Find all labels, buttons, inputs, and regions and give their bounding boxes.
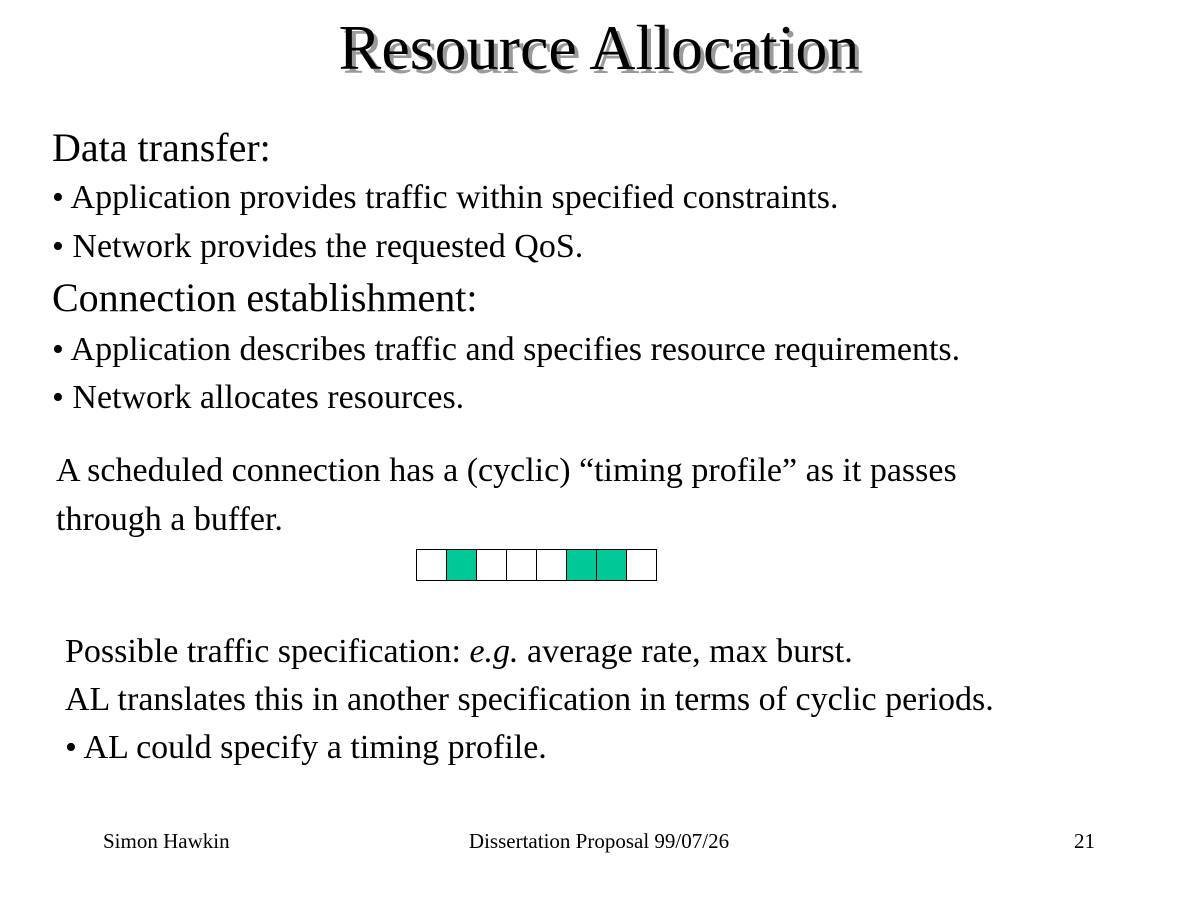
slide-title: Resource Allocation <box>338 12 860 83</box>
footer-center: Dissertation Proposal 99/07/26 <box>468 829 730 853</box>
bullet-application-describes: • Application describes traffic and specifies resource requirements. <box>52 331 961 368</box>
timing-slot-empty <box>627 550 656 580</box>
bullet-network-allocates: • Network allocates resources. <box>52 379 465 416</box>
bullet-application-provides: • Application provides traffic within specified constraints. <box>52 179 839 216</box>
timing-slot-filled <box>567 550 597 580</box>
traffic-spec-prefix: Possible traffic specification: <box>65 633 470 670</box>
timing-profile-text-line1: A scheduled connection has a (cyclic) “timing profile” as it passes <box>56 452 957 489</box>
traffic-spec-bullet: • AL could specify a timing profile. <box>65 729 547 766</box>
traffic-spec-line2: AL translates this in another specification in terms of cyclic periods. <box>65 681 994 718</box>
timing-slot-filled <box>597 550 627 580</box>
bullet-network-provides: • Network provides the requested QoS. <box>52 228 584 265</box>
heading-connection-establishment: Connection establishment: <box>52 275 478 320</box>
timing-slot-filled <box>447 550 477 580</box>
timing-profile-diagram <box>416 549 657 581</box>
heading-data-transfer: Data transfer: <box>52 125 271 170</box>
timing-profile-text-line2: through a buffer. <box>56 501 283 538</box>
footer-author: Simon Hawkin <box>103 829 230 853</box>
timing-slot-empty <box>537 550 567 580</box>
traffic-spec-eg: e.g. <box>469 633 519 670</box>
traffic-spec-line1 <box>65 628 853 676</box>
timing-slot-empty <box>417 550 447 580</box>
traffic-spec-suffix: average rate, max burst. <box>518 633 853 670</box>
timing-slot-empty <box>507 550 537 580</box>
footer-page-number: 21 <box>1074 829 1095 853</box>
timing-slot-empty <box>477 550 507 580</box>
